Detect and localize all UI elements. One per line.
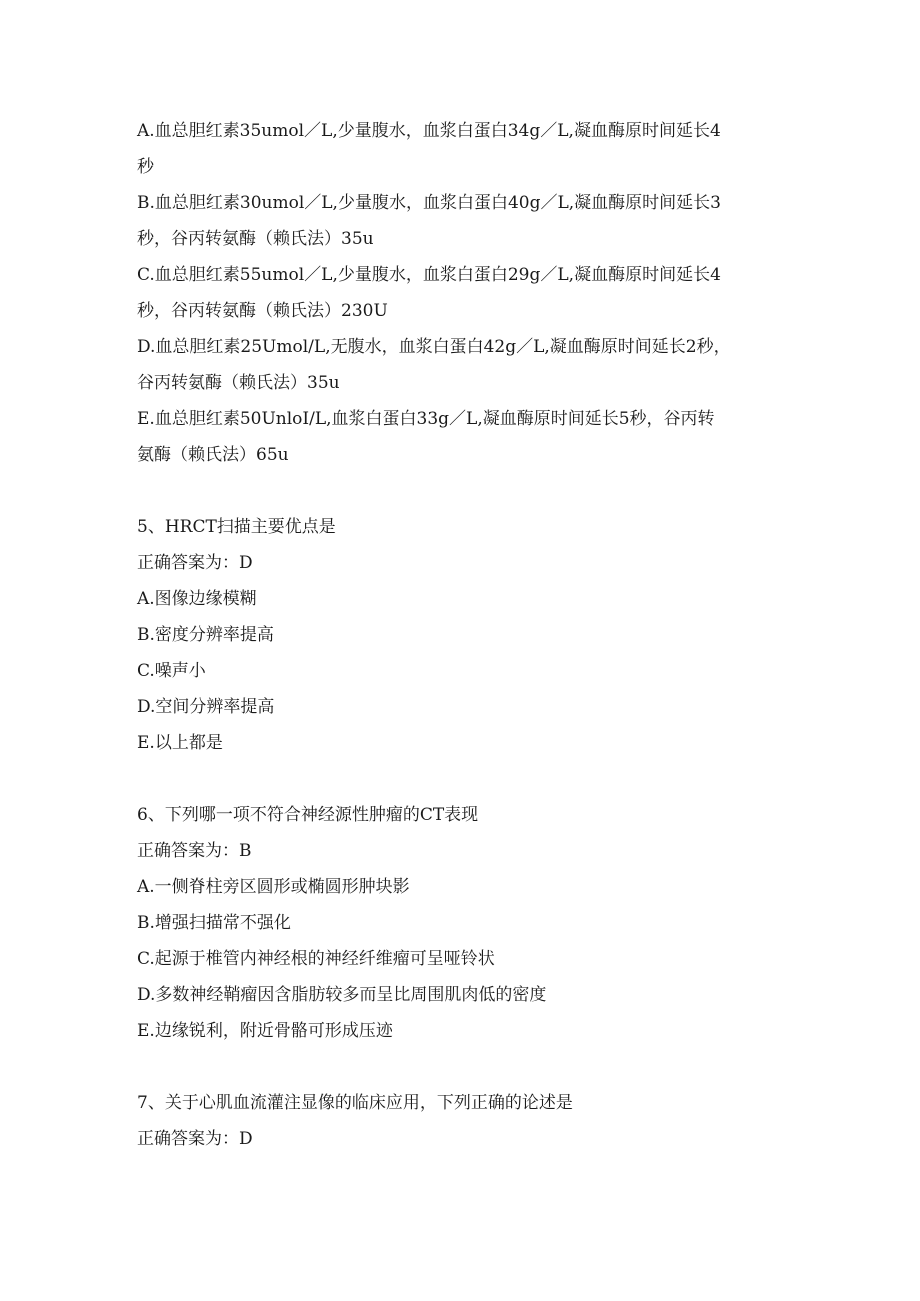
option-c-line2: 秒，谷丙转氨酶（赖氏法）230U bbox=[137, 301, 388, 321]
question-5 bbox=[137, 509, 777, 761]
spacer bbox=[137, 473, 777, 509]
option-e: E.以上都是 bbox=[137, 733, 223, 753]
option-d: D.多数神经鞘瘤因含脂肪较多而呈比周围肌肉低的密度 bbox=[137, 985, 547, 1005]
option-b-line1: B.血总胆红素30umol／L,少量腹水，血浆白蛋白40g／L,凝血酶原时间延长3 bbox=[137, 193, 721, 213]
option-b: B.增强扫描常不强化 bbox=[137, 913, 291, 933]
option-c: C.起源于椎管内神经根的神经纤维瘤可呈哑铃状 bbox=[137, 949, 495, 969]
document-page bbox=[137, 113, 777, 1157]
option-d: D.空间分辨率提高 bbox=[137, 697, 275, 717]
option-d-line2: 谷丙转氨酶（赖氏法）35u bbox=[137, 373, 340, 393]
option-e-line2: 氨酶（赖氏法）65u bbox=[137, 445, 289, 465]
option-d-line1: D.血总胆红素25Umol/L,无腹水，血浆白蛋白42g／L,凝血酶原时间延长2秒， bbox=[137, 337, 731, 357]
question-text: 7、关于心肌血流灌注显像的临床应用，下列正确的论述是 bbox=[137, 1093, 573, 1113]
option-e: E.边缘锐利，附近骨骼可形成压迹 bbox=[137, 1021, 393, 1041]
answer-text: 正确答案为：D bbox=[137, 1129, 253, 1149]
spacer bbox=[137, 1049, 777, 1085]
spacer bbox=[137, 761, 777, 797]
answer-text: 正确答案为：D bbox=[137, 553, 253, 573]
option-e-line1: E.血总胆红素50UnloI/L,血浆白蛋白33g／L,凝血酶原时间延长5秒，谷丙转 bbox=[137, 409, 715, 429]
question-6 bbox=[137, 797, 777, 1049]
option-b-line2: 秒，谷丙转氨酶（赖氏法）35u bbox=[137, 229, 374, 249]
option-c-line1: C.血总胆红素55umol／L,少量腹水，血浆白蛋白29g／L,凝血酶原时间延长4 bbox=[137, 265, 721, 285]
answer-text: 正确答案为：B bbox=[137, 841, 252, 861]
question-7 bbox=[137, 1085, 777, 1157]
option-a: A.图像边缘模糊 bbox=[137, 589, 257, 609]
question-text: 5、HRCT扫描主要优点是 bbox=[137, 517, 336, 537]
question-text: 6、下列哪一项不符合神经源性肿瘤的CT表现 bbox=[137, 805, 479, 825]
option-b: B.密度分辨率提高 bbox=[137, 625, 274, 645]
option-a-line2: 秒 bbox=[137, 157, 154, 177]
option-c: C.噪声小 bbox=[137, 661, 206, 681]
option-a-line1: A.血总胆红素35umol／L,少量腹水，血浆白蛋白34g／L,凝血酶原时间延长4 bbox=[137, 121, 721, 141]
option-a: A.一侧脊柱旁区圆形或椭圆形肿块影 bbox=[137, 877, 410, 897]
prev-question-options bbox=[137, 113, 777, 473]
